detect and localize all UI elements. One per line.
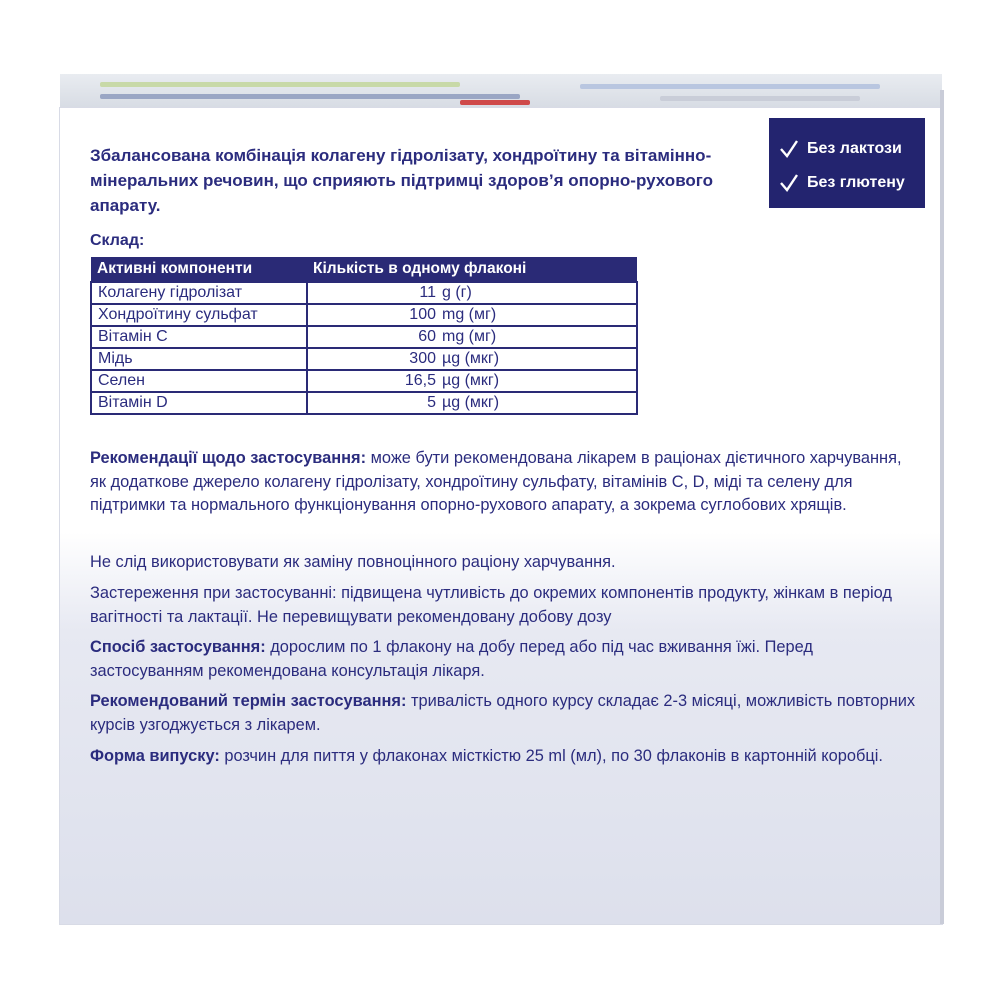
- recommendations-label: Рекомендації щодо застосування:: [90, 449, 367, 467]
- box-edge-print: [100, 94, 520, 99]
- box-edge-print: [660, 96, 860, 101]
- box-edge-print: [100, 82, 460, 87]
- badge-label: Без глютену: [807, 174, 905, 191]
- table-row: [91, 392, 637, 414]
- usage-text: дорослим по 1 флакону на добу перед або під час вживання їжі. Перед застосуванням рекомендована консультація лікаря.: [90, 638, 813, 680]
- component-amount: 16,5 µg (мкг): [307, 370, 637, 392]
- component-amount: 5 µg (мкг): [307, 392, 637, 414]
- column-header-amount: Кількість в одному флаконі: [307, 257, 637, 282]
- composition-heading: Склад:: [90, 232, 145, 249]
- component-name: Хондроїтину сульфат: [91, 304, 307, 326]
- free-from-badge: [769, 118, 925, 208]
- checkmark-icon: [779, 139, 799, 159]
- checkmark-icon: [779, 173, 799, 193]
- table-row: [91, 282, 637, 304]
- term-paragraph: [90, 690, 920, 737]
- table-row: [91, 348, 637, 370]
- badge-gluten-free: [779, 166, 925, 200]
- term-label: Рекомендований термін застосування:: [90, 692, 407, 710]
- term-text: тривалість одного курсу складає 2-3 місяці, можливість повторних курсів узгоджується з лікарем.: [90, 692, 916, 734]
- badge-lactose-free: [779, 132, 925, 166]
- composition-table: [90, 257, 638, 415]
- table-header-row: [91, 257, 637, 282]
- component-name: Вітамін С: [91, 326, 307, 348]
- release-form-paragraph: [90, 745, 920, 769]
- release-form-label: Форма випуску:: [90, 747, 220, 765]
- box-edge-print: [580, 84, 880, 89]
- box-side-edge: [940, 90, 944, 924]
- warnings-paragraph: Застереження при застосуванні: підвищена чутливість до окремих компонентів продукту, жінкам в період вагітності та лактації. Не перевищувати рекомендовану добову дозу: [90, 584, 892, 626]
- release-form-text: розчин для пиття у флаконах місткістю 25 ml (мл), по 30 флаконів в картонній коробці.: [219, 747, 883, 765]
- component-name: Селен: [91, 370, 307, 392]
- component-name: Мідь: [91, 348, 307, 370]
- component-amount: 60 mg (мг): [307, 326, 637, 348]
- component-name: Вітамін D: [91, 392, 307, 414]
- component-amount: 11 g (г): [307, 282, 637, 304]
- recommendations-paragraph: [90, 447, 920, 518]
- table-row: [91, 370, 637, 392]
- recommendations-text: може бути рекомендована лікарем в раціонах дієтичного харчування, як додаткове джерело колагену гідролізату, хондроїтину сульфату, вітамінів С, D, міді та селену для підтримки та нормального функціонування опорно-рухового апарату, а зокрема суглобових хрящів.: [90, 449, 902, 514]
- box-edge-print: [460, 100, 530, 105]
- component-amount: 300 µg (мкг): [307, 348, 637, 370]
- table-row: [91, 304, 637, 326]
- component-amount: 100 mg (мг): [307, 304, 637, 326]
- product-intro: Збалансована комбінація колагену гідролізату, хондроїтину та вітамінно-мінеральних речовин, що сприяють підтримці здоров’я опорно-рухового апарату.: [90, 146, 714, 215]
- badge-label: Без лактози: [807, 140, 902, 157]
- column-header-components: Активні компоненти: [91, 257, 307, 282]
- box-top-edge: [60, 74, 942, 110]
- not-replacement-note: Не слід використовувати як заміну повноцінного раціону харчування.: [90, 553, 616, 571]
- usage-paragraph: [90, 636, 920, 683]
- usage-label: Спосіб застосування:: [90, 638, 266, 656]
- table-row: [91, 326, 637, 348]
- component-name: Колагену гідролізат: [91, 282, 307, 304]
